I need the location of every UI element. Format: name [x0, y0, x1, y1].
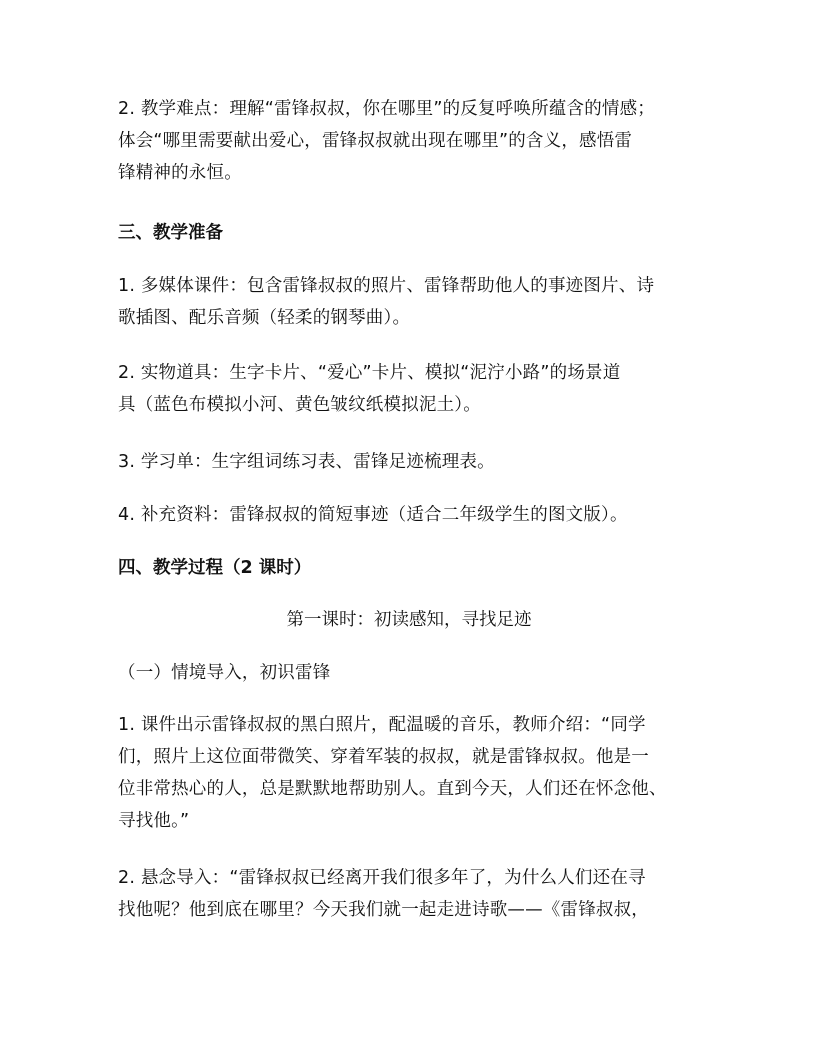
text-line: 找他呢？他到底在哪里？今天我们就一起走进诗歌——《雷锋叔叔， [118, 900, 649, 920]
section-heading-preparation: 三、教学准备 [118, 223, 223, 243]
section-heading-process: 四、教学过程（2 课时） [118, 558, 312, 578]
text-line: 3. 学习单：生字组词练习表、雷锋足迹梳理表。 [118, 452, 495, 472]
difficulty-paragraph [118, 93, 708, 189]
prep-item-3 [118, 446, 708, 478]
text-line: 具（蓝色布模拟小河、黄色皱纹纸模拟泥土）。 [118, 395, 481, 415]
text-line: 们，照片上这位面带微笑、穿着军装的叔叔，就是雷锋叔叔。他是一 [118, 747, 649, 767]
process-item-2 [118, 862, 708, 926]
process-item-1 [118, 709, 708, 837]
text-line: 4. 补充资料：雷锋叔叔的简短事迹（适合二年级学生的图文版）。 [118, 505, 628, 525]
text-line: 2. 实物道具：生字卡片、“爱心”卡片、模拟“泥泞小路”的场景道 [118, 363, 621, 383]
text-line: 寻找他。” [118, 811, 190, 831]
text-line: 位非常热心的人，总是默默地帮助别人。直到今天，人们还在怀念他、 [118, 779, 667, 799]
prep-item-4 [118, 499, 708, 531]
text-line: 1. 多媒体课件：包含雷锋叔叔的照片、雷锋帮助他人的事迹图片、诗 [118, 276, 655, 296]
sub-heading: （一）情境导入，初识雷锋 [118, 663, 331, 683]
text-line: 2. 悬念导入：“雷锋叔叔已经离开我们很多年了，为什么人们还在寻 [118, 868, 646, 888]
lesson-title: 第一课时：初读感知，寻找足迹 [286, 610, 532, 630]
text-line: 1. 课件出示雷锋叔叔的黑白照片，配温暖的音乐，教师介绍：“同学 [118, 715, 646, 735]
prep-item-1 [118, 270, 708, 334]
text-line: 体会“哪里需要献出爱心，雷锋叔叔就出现在哪里”的含义，感悟雷 [118, 131, 633, 151]
text-line: 歌插图、配乐音频（轻柔的钢琴曲）。 [118, 308, 411, 328]
text-line: 2. 教学难点：理解“雷锋叔叔，你在哪里”的反复呼唤所蕴含的情感； [118, 99, 655, 119]
prep-item-2 [118, 357, 708, 421]
text-line: 锋精神的永恒。 [118, 163, 242, 183]
